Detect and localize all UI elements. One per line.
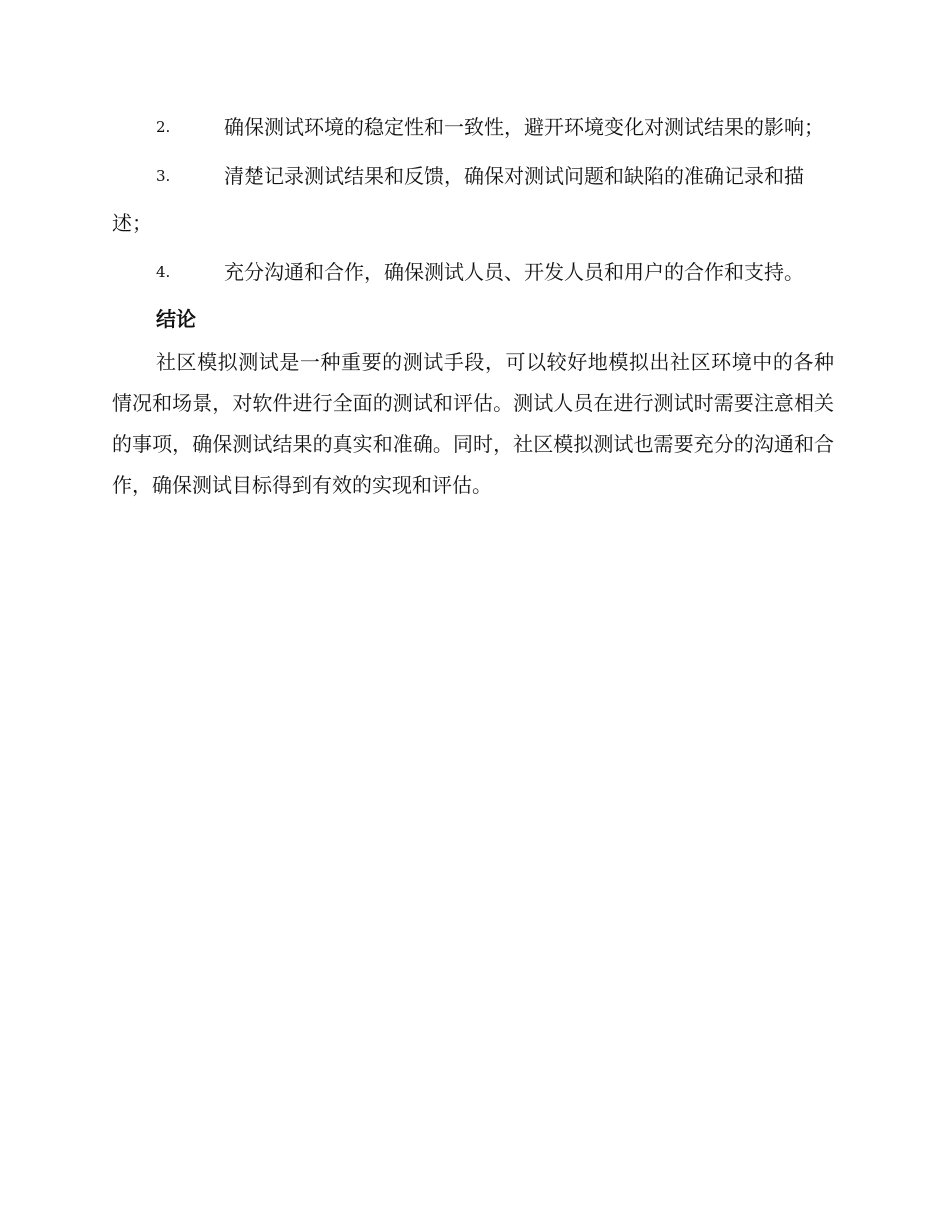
list-item-number: 3. [156, 167, 171, 185]
list-item-text: 清楚记录测试结果和反馈，确保对测试问题和缺陷的准确记录和描述； [112, 164, 804, 235]
list-item-number: 2. [156, 118, 171, 136]
list-item [112, 104, 834, 151]
list-item [112, 153, 834, 247]
list-item-number: 4. [156, 263, 171, 281]
list-item [112, 249, 834, 296]
list-item-text: 确保测试环境的稳定性和一致性，避开环境变化对测试结果的影响； [224, 115, 824, 139]
conclusion-paragraph: 社区模拟测试是一种重要的测试手段，可以较好地模拟出社区环境中的各种情况和场景，对软件进行全面的测试和评估。测试人员在进行测试时需要注意相关的事项，确保测试结果的真实和准确。同时，社区模拟测试也需要充分的沟通和合作，确保测试目标得到有效的实现和评估。 [112, 350, 834, 497]
conclusion-heading: 结论 [156, 307, 196, 331]
list-item-text: 充分沟通和合作，确保测试人员、开发人员和用户的合作和支持。 [224, 260, 804, 284]
document-body [112, 104, 834, 506]
